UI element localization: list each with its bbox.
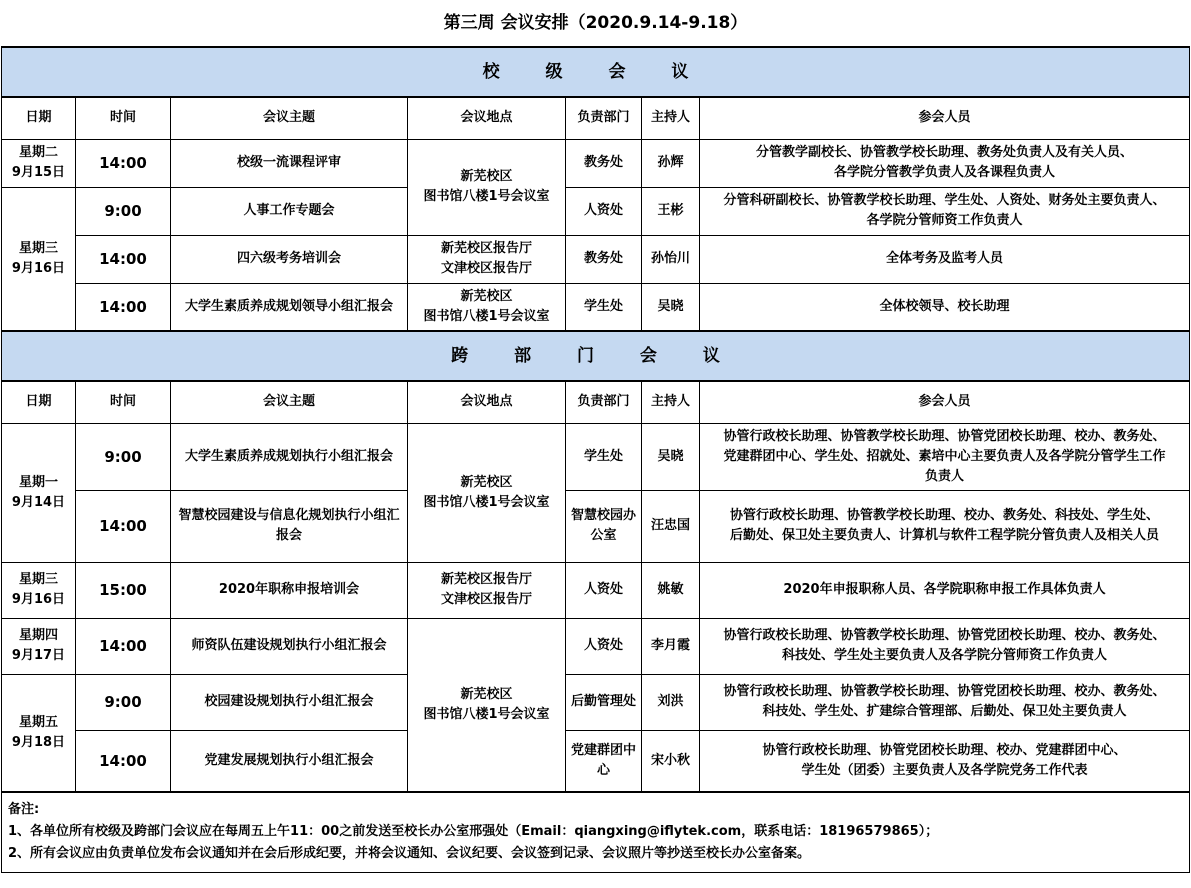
dept-cell: 教务处 xyxy=(566,139,642,187)
table-row xyxy=(2,674,1190,730)
attendees-cell: 2020年申报职称人员、各学院职称申报工作具体负责人 xyxy=(700,562,1190,618)
topic-cell: 师资队伍建设规划执行小组汇报会 xyxy=(171,618,408,674)
location-cell: 新芜校区 图书馆八楼1号会议室 xyxy=(408,283,566,331)
dept-cell: 党建群团中心 xyxy=(566,730,642,792)
topic-cell: 党建发展规划执行小组汇报会 xyxy=(171,730,408,792)
col-header-time: 时间 xyxy=(76,97,171,139)
note-item: 2、所有会议应由负责单位发布会议通知并在会后形成纪要，并将会议通知、会议纪要、会议签到记录、会议照片等抄送至校长办公室备案。 xyxy=(8,846,811,861)
date-cell: 星期三 9月16日 xyxy=(2,187,76,331)
col-header-date: 日期 xyxy=(2,381,76,423)
table-row xyxy=(2,423,1190,490)
host-cell: 宋小秋 xyxy=(642,730,700,792)
col-header-topic: 会议主题 xyxy=(171,97,408,139)
section-heading-cross-dept: 跨 部 门 会 议 xyxy=(2,331,1190,381)
topic-cell: 校级一流课程评审 xyxy=(171,139,408,187)
attendees-cell: 全体考务及监考人员 xyxy=(700,235,1190,283)
topic-cell: 大学生素质养成规划领导小组汇报会 xyxy=(171,283,408,331)
dept-cell: 学生处 xyxy=(566,423,642,490)
date-cell: 星期一 9月14日 xyxy=(2,423,76,562)
location-cell: 新芜校区报告厅 文津校区报告厅 xyxy=(408,235,566,283)
time-cell: 9:00 xyxy=(76,187,171,235)
header-row xyxy=(2,381,1190,423)
date-cell: 星期三 9月16日 xyxy=(2,562,76,618)
col-header-host: 主持人 xyxy=(642,97,700,139)
host-cell: 汪忠国 xyxy=(642,490,700,562)
host-cell: 李月霞 xyxy=(642,618,700,674)
col-header-topic: 会议主题 xyxy=(171,381,408,423)
location-cell: 新芜校区 图书馆八楼1号会议室 xyxy=(408,423,566,562)
host-cell: 刘洪 xyxy=(642,674,700,730)
topic-cell: 大学生素质养成规划执行小组汇报会 xyxy=(171,423,408,490)
location-cell: 新芜校区 图书馆八楼1号会议室 xyxy=(408,618,566,792)
meeting-schedule-table xyxy=(1,46,1190,873)
table-row xyxy=(2,562,1190,618)
date-cell: 星期二 9月15日 xyxy=(2,139,76,187)
col-header-dept: 负责部门 xyxy=(566,97,642,139)
table-row xyxy=(2,283,1190,331)
host-cell: 王彬 xyxy=(642,187,700,235)
time-cell: 15:00 xyxy=(76,562,171,618)
col-header-location: 会议地点 xyxy=(408,97,566,139)
location-cell: 新芜校区报告厅 文津校区报告厅 xyxy=(408,562,566,618)
topic-cell: 校园建设规划执行小组汇报会 xyxy=(171,674,408,730)
topic-cell: 智慧校园建设与信息化规划执行小组汇报会 xyxy=(171,490,408,562)
topic-cell: 2020年职称申报培训会 xyxy=(171,562,408,618)
attendees-cell: 分管科研副校长、协管教学校长助理、学生处、人资处、财务处主要负责人、 各学院分管师资工作负责人 xyxy=(700,187,1190,235)
table-row xyxy=(2,490,1190,562)
table-row xyxy=(2,730,1190,792)
location-cell: 新芜校区 图书馆八楼1号会议室 xyxy=(408,139,566,235)
attendees-cell: 协管行政校长助理、协管党团校长助理、校办、党建群团中心、 学生处（团委）主要负责人及各学院党务工作代表 xyxy=(700,730,1190,792)
attendees-cell: 分管教学副校长、协管教学校长助理、教务处负责人及有关人员、 各学院分管教学负责人及各课程负责人 xyxy=(700,139,1190,187)
table-row xyxy=(2,139,1190,187)
col-header-date: 日期 xyxy=(2,97,76,139)
attendees-cell: 协管行政校长助理、协管教学校长助理、协管党团校长助理、校办、教务处、 科技处、学生处、扩建综合管理部、后勤处、保卫处主要负责人 xyxy=(700,674,1190,730)
dept-cell: 智慧校园办公室 xyxy=(566,490,642,562)
time-cell: 14:00 xyxy=(76,730,171,792)
time-cell: 14:00 xyxy=(76,235,171,283)
host-cell: 孙怡川 xyxy=(642,235,700,283)
time-cell: 14:00 xyxy=(76,139,171,187)
table-row xyxy=(2,187,1190,235)
host-cell: 吴晓 xyxy=(642,423,700,490)
dept-cell: 人资处 xyxy=(566,618,642,674)
dept-cell: 人资处 xyxy=(566,562,642,618)
time-cell: 14:00 xyxy=(76,618,171,674)
host-cell: 孙辉 xyxy=(642,139,700,187)
time-cell: 9:00 xyxy=(76,674,171,730)
section-heading-school: 校 级 会 议 xyxy=(2,47,1190,97)
attendees-cell: 全体校领导、校长助理 xyxy=(700,283,1190,331)
note-item: 1、各单位所有校级及跨部门会议应在每周五上午11：00之前发送至校长办公室邢强处（Email：qiangxing@iflytek.com，联系电话：18196579865）； xyxy=(8,824,939,839)
attendees-cell: 协管行政校长助理、协管教学校长助理、协管党团校长助理、校办、教务处、 党建群团中心、学生处、招就处、素培中心主要负责人及各学院分管学生工作 负责人 xyxy=(700,423,1190,490)
time-cell: 14:00 xyxy=(76,283,171,331)
col-header-dept: 负责部门 xyxy=(566,381,642,423)
host-cell: 姚敏 xyxy=(642,562,700,618)
date-cell: 星期四 9月17日 xyxy=(2,618,76,674)
col-header-time: 时间 xyxy=(76,381,171,423)
topic-cell: 人事工作专题会 xyxy=(171,187,408,235)
page-title: 第三周 会议安排（2020.9.14-9.18） xyxy=(443,13,748,33)
dept-cell: 教务处 xyxy=(566,235,642,283)
col-header-attendees: 参会人员 xyxy=(700,97,1190,139)
table-row xyxy=(2,618,1190,674)
date-cell: 星期五 9月18日 xyxy=(2,674,76,792)
table-row xyxy=(2,235,1190,283)
dept-cell: 人资处 xyxy=(566,187,642,235)
col-header-host: 主持人 xyxy=(642,381,700,423)
topic-cell: 四六级考务培训会 xyxy=(171,235,408,283)
time-cell: 14:00 xyxy=(76,490,171,562)
col-header-location: 会议地点 xyxy=(408,381,566,423)
notes-block xyxy=(2,792,1190,872)
notes-label: 备注: xyxy=(8,802,40,817)
host-cell: 吴晓 xyxy=(642,283,700,331)
col-header-attendees: 参会人员 xyxy=(700,381,1190,423)
header-row xyxy=(2,97,1190,139)
dept-cell: 后勤管理处 xyxy=(566,674,642,730)
attendees-cell: 协管行政校长助理、协管教学校长助理、协管党团校长助理、校办、教务处、 科技处、学生处主要负责人及各学院分管师资工作负责人 xyxy=(700,618,1190,674)
time-cell: 9:00 xyxy=(76,423,171,490)
dept-cell: 学生处 xyxy=(566,283,642,331)
attendees-cell: 协管行政校长助理、协管教学校长助理、校办、教务处、科技处、学生处、 后勤处、保卫处主要负责人、计算机与软件工程学院分管负责人及相关人员 xyxy=(700,490,1190,562)
